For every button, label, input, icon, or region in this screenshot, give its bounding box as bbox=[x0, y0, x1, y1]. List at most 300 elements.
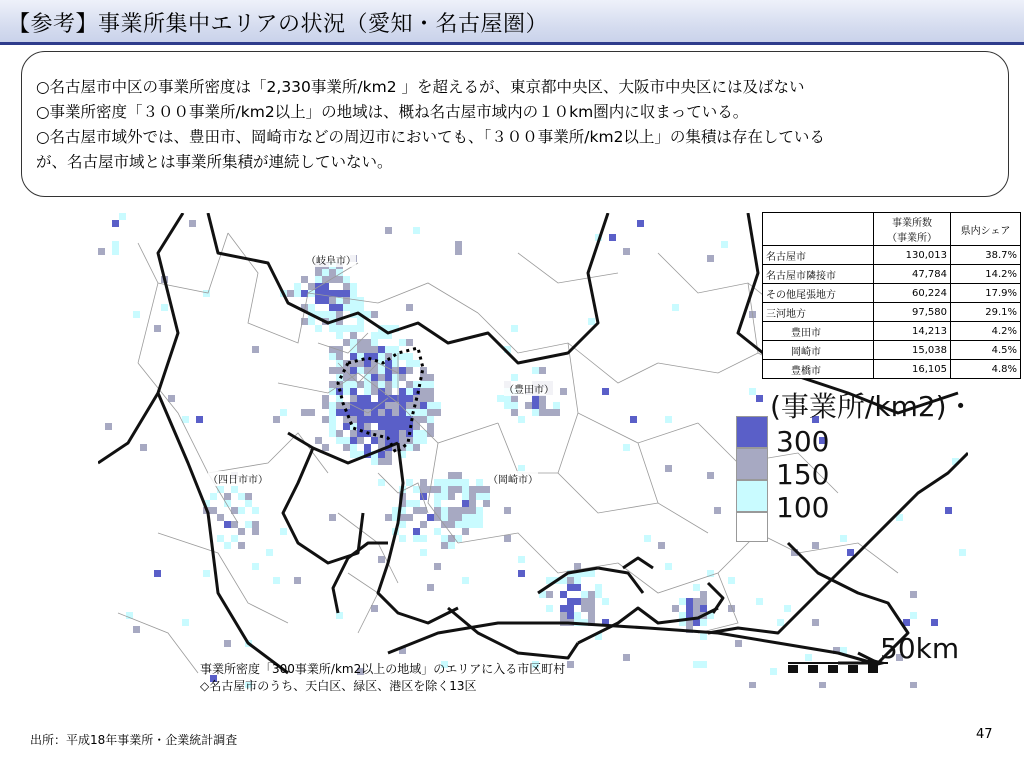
density-cell bbox=[420, 549, 427, 556]
row-share: 38.7% bbox=[951, 246, 1021, 265]
density-cell bbox=[700, 661, 707, 668]
density-cell bbox=[252, 507, 259, 514]
row-name: 豊田市 bbox=[763, 322, 874, 341]
density-cell bbox=[511, 402, 518, 409]
density-cell bbox=[756, 598, 763, 605]
density-cell bbox=[546, 409, 553, 416]
density-cell bbox=[504, 507, 511, 514]
density-cell bbox=[378, 437, 385, 444]
density-cell bbox=[371, 311, 378, 318]
density-cell bbox=[427, 416, 434, 423]
density-cell bbox=[322, 297, 329, 304]
density-cell bbox=[504, 535, 511, 542]
legend-swatch-150 bbox=[736, 448, 768, 480]
density-cell bbox=[434, 486, 441, 493]
density-cell bbox=[693, 661, 700, 668]
density-cell bbox=[539, 409, 546, 416]
density-cell bbox=[336, 360, 343, 367]
density-cell bbox=[322, 416, 329, 423]
note-line-2: ◇名古屋市のうち、天白区、緑区、港区を除く13区 bbox=[200, 679, 477, 693]
density-cell bbox=[910, 682, 917, 688]
density-cell bbox=[420, 402, 427, 409]
density-cell bbox=[322, 395, 329, 402]
density-cell bbox=[567, 598, 574, 605]
density-cell bbox=[420, 409, 427, 416]
legend-swatch-100 bbox=[736, 480, 768, 512]
density-cell bbox=[399, 521, 406, 528]
row-name: 名古屋市 bbox=[763, 246, 874, 265]
density-cell bbox=[728, 577, 735, 584]
density-cell bbox=[350, 297, 357, 304]
density-cell bbox=[553, 409, 560, 416]
density-cell bbox=[371, 346, 378, 353]
density-cell bbox=[364, 346, 371, 353]
density-cell bbox=[700, 633, 707, 640]
density-cell bbox=[959, 549, 966, 556]
density-cell bbox=[406, 500, 413, 507]
density-cell bbox=[329, 402, 336, 409]
density-cell bbox=[210, 493, 217, 500]
density-cell bbox=[462, 486, 469, 493]
stats-table bbox=[762, 212, 1021, 379]
density-cell bbox=[406, 514, 413, 521]
density-cell bbox=[910, 612, 917, 619]
density-cell bbox=[910, 591, 917, 598]
density-cell bbox=[469, 486, 476, 493]
density-cell bbox=[371, 416, 378, 423]
density-cell bbox=[315, 290, 322, 297]
density-cell bbox=[252, 528, 259, 535]
density-cell bbox=[413, 360, 420, 367]
density-cell bbox=[434, 563, 441, 570]
density-cell bbox=[693, 598, 700, 605]
density-cell bbox=[399, 423, 406, 430]
density-cell bbox=[343, 283, 350, 290]
density-cell bbox=[518, 570, 525, 577]
density-cell bbox=[371, 332, 378, 339]
density-cell bbox=[434, 402, 441, 409]
density-cell bbox=[182, 619, 189, 626]
density-cell bbox=[371, 605, 378, 612]
density-cell bbox=[322, 276, 329, 283]
density-cell bbox=[448, 521, 455, 528]
density-cell bbox=[357, 325, 364, 332]
row-share: 4.5% bbox=[951, 341, 1021, 360]
density-cell bbox=[378, 479, 385, 486]
density-cell bbox=[385, 409, 392, 416]
density-cell bbox=[413, 444, 420, 451]
density-cell bbox=[553, 402, 560, 409]
density-cell bbox=[406, 402, 413, 409]
density-cell bbox=[413, 500, 420, 507]
density-cell bbox=[539, 402, 546, 409]
density-cell bbox=[525, 402, 532, 409]
density-cell bbox=[245, 493, 252, 500]
density-cell bbox=[448, 493, 455, 500]
density-cell bbox=[469, 500, 476, 507]
legend-swatch-300 bbox=[736, 416, 768, 448]
density-cell bbox=[357, 437, 364, 444]
density-cell bbox=[385, 423, 392, 430]
density-cell bbox=[392, 346, 399, 353]
density-cell bbox=[336, 409, 343, 416]
density-cell bbox=[574, 612, 581, 619]
density-cell bbox=[322, 269, 329, 276]
density-cell bbox=[532, 367, 539, 374]
density-cell bbox=[574, 598, 581, 605]
density-cell bbox=[371, 339, 378, 346]
title-divider bbox=[0, 42, 1024, 45]
density-cell bbox=[777, 619, 784, 626]
density-cell bbox=[567, 605, 574, 612]
density-cell bbox=[350, 325, 357, 332]
density-cell bbox=[364, 423, 371, 430]
density-cell bbox=[539, 395, 546, 402]
density-cell bbox=[357, 318, 364, 325]
density-cell bbox=[469, 514, 476, 521]
table-row bbox=[763, 284, 1021, 303]
density-cell bbox=[406, 479, 413, 486]
density-cell bbox=[392, 423, 399, 430]
density-cell bbox=[434, 493, 441, 500]
density-cell bbox=[329, 269, 336, 276]
row-name: 豊橋市 bbox=[763, 360, 874, 379]
density-cell bbox=[469, 493, 476, 500]
density-cell bbox=[406, 304, 413, 311]
density-cell bbox=[364, 416, 371, 423]
density-cell bbox=[329, 311, 336, 318]
density-cell bbox=[357, 381, 364, 388]
density-cell bbox=[350, 283, 357, 290]
density-cell bbox=[224, 640, 231, 647]
density-cell bbox=[567, 661, 574, 668]
density-cell bbox=[644, 535, 651, 542]
density-cell bbox=[665, 416, 672, 423]
density-cell bbox=[595, 584, 602, 591]
density-cell bbox=[119, 213, 126, 220]
density-cell bbox=[350, 381, 357, 388]
row-count: 47,784 bbox=[874, 265, 951, 284]
density-cell bbox=[112, 248, 119, 255]
density-cell bbox=[168, 395, 175, 402]
row-count: 15,038 bbox=[874, 341, 951, 360]
density-cell bbox=[350, 430, 357, 437]
header-count: 事業所数 （事業所） bbox=[874, 213, 951, 246]
density-cell bbox=[399, 416, 406, 423]
density-cell bbox=[427, 514, 434, 521]
density-cell bbox=[385, 346, 392, 353]
density-cell bbox=[133, 311, 140, 318]
density-cell bbox=[399, 367, 406, 374]
density-cell bbox=[588, 598, 595, 605]
density-cell bbox=[301, 409, 308, 416]
density-cell bbox=[308, 409, 315, 416]
density-cell bbox=[427, 395, 434, 402]
density-cell bbox=[602, 598, 609, 605]
density-cell bbox=[413, 528, 420, 535]
density-cell bbox=[224, 542, 231, 549]
density-cell bbox=[378, 332, 385, 339]
density-cell bbox=[280, 409, 287, 416]
table-row bbox=[763, 265, 1021, 284]
density-cell bbox=[378, 409, 385, 416]
density-cell bbox=[511, 395, 518, 402]
density-cell bbox=[371, 367, 378, 374]
density-cell bbox=[406, 395, 413, 402]
density-cell bbox=[581, 598, 588, 605]
density-cell bbox=[364, 388, 371, 395]
density-cell bbox=[336, 353, 343, 360]
density-cell bbox=[343, 374, 350, 381]
density-cell bbox=[511, 374, 518, 381]
density-cell bbox=[413, 227, 420, 234]
density-cell bbox=[385, 227, 392, 234]
density-cell bbox=[203, 570, 210, 577]
density-cell bbox=[392, 430, 399, 437]
density-cell bbox=[574, 584, 581, 591]
density-cell bbox=[749, 388, 756, 395]
density-cell bbox=[483, 493, 490, 500]
density-cell bbox=[273, 416, 280, 423]
density-cell bbox=[301, 290, 308, 297]
density-cell bbox=[420, 416, 427, 423]
row-share: 14.2% bbox=[951, 265, 1021, 284]
density-cell bbox=[427, 584, 434, 591]
density-cell bbox=[399, 437, 406, 444]
density-cell bbox=[392, 416, 399, 423]
density-cell bbox=[238, 493, 245, 500]
density-cell bbox=[420, 395, 427, 402]
summary-line-1: ○名古屋市中区の事業所密度は「2,330事業所/km2 」を超えるが、東京都中央区、大阪市中央区には及ばない bbox=[36, 78, 805, 96]
density-cell bbox=[343, 276, 350, 283]
density-cell bbox=[154, 325, 161, 332]
density-cell bbox=[399, 535, 406, 542]
density-cell bbox=[252, 521, 259, 528]
density-cell bbox=[609, 234, 616, 241]
density-cell bbox=[462, 507, 469, 514]
density-cell bbox=[511, 409, 518, 416]
density-cell bbox=[385, 381, 392, 388]
density-cell bbox=[420, 388, 427, 395]
density-cell bbox=[406, 381, 413, 388]
density-cell bbox=[329, 514, 336, 521]
density-cell bbox=[413, 430, 420, 437]
density-cell bbox=[105, 423, 112, 430]
density-cell bbox=[532, 402, 539, 409]
table-header-row bbox=[763, 213, 1021, 246]
density-cell bbox=[329, 325, 336, 332]
density-cell bbox=[812, 542, 819, 549]
density-cell bbox=[315, 325, 322, 332]
page-number: 47 bbox=[976, 727, 993, 742]
density-cell bbox=[245, 500, 252, 507]
density-cell bbox=[945, 507, 952, 514]
density-cell bbox=[357, 304, 364, 311]
density-cell bbox=[770, 668, 777, 675]
density-cell bbox=[623, 654, 630, 661]
density-cell bbox=[441, 542, 448, 549]
density-cell bbox=[700, 619, 707, 626]
density-cell bbox=[350, 388, 357, 395]
row-count: 60,224 bbox=[874, 284, 951, 303]
density-cell bbox=[560, 388, 567, 395]
density-cell bbox=[287, 290, 294, 297]
density-cell bbox=[343, 290, 350, 297]
density-cell bbox=[448, 486, 455, 493]
summary-line-2: ○事業所密度「３００事業所/km2以上」の地域は、概ね名古屋市域内の１０km圏内に収まっている。 bbox=[36, 103, 749, 121]
density-cell bbox=[462, 493, 469, 500]
table-row bbox=[763, 360, 1021, 379]
density-cell bbox=[588, 605, 595, 612]
density-cell bbox=[462, 521, 469, 528]
density-cell bbox=[665, 465, 672, 472]
density-cell bbox=[455, 486, 462, 493]
density-cell bbox=[812, 619, 819, 626]
density-cell bbox=[700, 591, 707, 598]
density-cell bbox=[217, 535, 224, 542]
density-cell bbox=[476, 486, 483, 493]
density-cell bbox=[224, 521, 231, 528]
density-cell bbox=[273, 577, 280, 584]
density-cell bbox=[336, 304, 343, 311]
density-cell bbox=[504, 402, 511, 409]
density-cell bbox=[364, 360, 371, 367]
density-cell bbox=[749, 682, 756, 688]
density-cell bbox=[483, 500, 490, 507]
density-cell bbox=[343, 437, 350, 444]
legend-label-100: 100 bbox=[776, 491, 830, 524]
density-cell bbox=[735, 640, 742, 647]
density-cell bbox=[700, 598, 707, 605]
density-cell bbox=[406, 353, 413, 360]
table-row bbox=[763, 303, 1021, 322]
density-cell bbox=[427, 374, 434, 381]
density-cell bbox=[420, 437, 427, 444]
density-cell bbox=[385, 402, 392, 409]
density-cell bbox=[182, 416, 189, 423]
density-cell bbox=[441, 486, 448, 493]
density-cell bbox=[245, 521, 252, 528]
density-cell bbox=[329, 353, 336, 360]
density-cell bbox=[371, 374, 378, 381]
legend-label-150: 150 bbox=[776, 458, 830, 491]
density-cell bbox=[420, 521, 427, 528]
density-cell bbox=[406, 388, 413, 395]
density-cell bbox=[427, 409, 434, 416]
density-cell bbox=[399, 430, 406, 437]
density-cell bbox=[266, 549, 273, 556]
density-cell bbox=[805, 654, 812, 661]
row-count: 14,213 bbox=[874, 322, 951, 341]
legend-title: (事業所/km2)・ bbox=[770, 390, 975, 423]
density-cell bbox=[413, 507, 420, 514]
density-cell bbox=[308, 283, 315, 290]
density-cell bbox=[623, 248, 630, 255]
density-cell bbox=[336, 367, 343, 374]
density-cell bbox=[133, 626, 140, 633]
density-cell bbox=[693, 605, 700, 612]
density-cell bbox=[238, 528, 245, 535]
table-row bbox=[763, 341, 1021, 360]
density-cell bbox=[217, 514, 224, 521]
density-cell bbox=[476, 507, 483, 514]
density-cell bbox=[546, 605, 553, 612]
density-cell bbox=[714, 507, 721, 514]
density-cell bbox=[371, 353, 378, 360]
density-cell bbox=[343, 304, 350, 311]
row-count: 16,105 bbox=[874, 360, 951, 379]
density-cell bbox=[588, 318, 595, 325]
density-cell bbox=[350, 437, 357, 444]
density-cell bbox=[350, 395, 357, 402]
density-cell bbox=[350, 353, 357, 360]
density-cell bbox=[476, 514, 483, 521]
density-cell bbox=[315, 276, 322, 283]
density-cell bbox=[588, 612, 595, 619]
density-cell bbox=[161, 304, 168, 311]
density-cell bbox=[518, 416, 525, 423]
density-cell bbox=[441, 507, 448, 514]
coastline bbox=[288, 433, 968, 663]
density-cell bbox=[329, 423, 336, 430]
density-cell bbox=[847, 549, 854, 556]
density-cell bbox=[441, 535, 448, 542]
legend-swatch-base bbox=[736, 512, 768, 542]
legend-label-300: 300 bbox=[776, 425, 830, 458]
density-cell bbox=[462, 500, 469, 507]
density-cell bbox=[679, 598, 686, 605]
density-cell bbox=[686, 605, 693, 612]
density-cell bbox=[462, 528, 469, 535]
density-cell bbox=[350, 367, 357, 374]
density-cell bbox=[532, 409, 539, 416]
density-cell bbox=[448, 507, 455, 514]
density-cell bbox=[448, 479, 455, 486]
density-cell bbox=[602, 388, 609, 395]
density-cell bbox=[560, 605, 567, 612]
density-cell bbox=[350, 409, 357, 416]
label-okazaki: （岡崎市） bbox=[488, 471, 538, 486]
density-cell bbox=[420, 535, 427, 542]
density-cell bbox=[399, 353, 406, 360]
density-cell bbox=[343, 325, 350, 332]
row-name: その他尾張地方 bbox=[763, 284, 874, 303]
density-cell bbox=[546, 591, 553, 598]
density-cell bbox=[434, 409, 441, 416]
scale-bar bbox=[788, 658, 888, 673]
density-cell bbox=[329, 304, 336, 311]
density-cell bbox=[455, 514, 462, 521]
density-cell bbox=[280, 528, 287, 535]
label-toyota: （豊田市） bbox=[504, 381, 554, 396]
density-cell bbox=[721, 241, 728, 248]
density-cell bbox=[364, 395, 371, 402]
density-cell bbox=[343, 444, 350, 451]
density-cell bbox=[210, 507, 217, 514]
density-cell bbox=[406, 367, 413, 374]
density-cell bbox=[196, 416, 203, 423]
density-cell bbox=[350, 332, 357, 339]
density-cell bbox=[329, 367, 336, 374]
density-cell bbox=[931, 619, 938, 626]
density-cell bbox=[329, 416, 336, 423]
density-cell bbox=[455, 521, 462, 528]
density-cell bbox=[448, 514, 455, 521]
density-cell bbox=[448, 542, 455, 549]
density-cell bbox=[231, 535, 238, 542]
density-cell bbox=[112, 241, 119, 248]
density-cell bbox=[518, 556, 525, 563]
